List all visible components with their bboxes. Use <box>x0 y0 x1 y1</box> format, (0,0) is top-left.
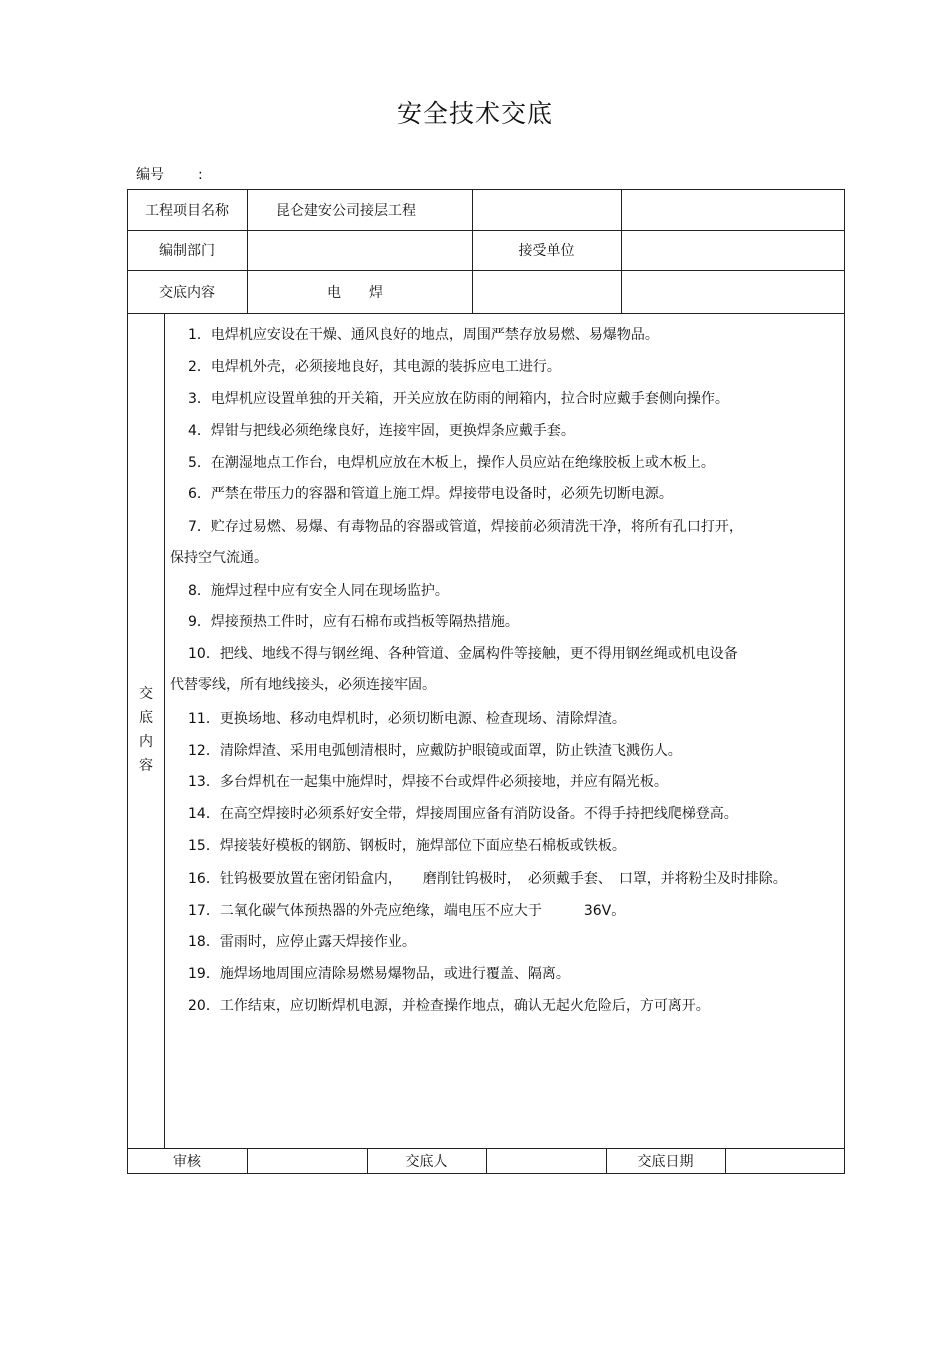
side-label-char: 内 <box>139 734 153 750</box>
list-item: 6．严禁在带压力的容器和管道上施工焊。焊接带电设备时，必须先切断电源。 <box>188 486 673 502</box>
list-item: 17．二氧化碳气体预热器的外壳应绝缘，端电压不应大于 36V。 <box>188 903 626 919</box>
project-name-label: 工程项目名称 <box>145 202 229 219</box>
list-item: 7．贮存过易燃、易爆、有毒物品的容器或管道，焊接前必须清洗干净，将所有孔口打开， 保持空气流通。 <box>170 519 743 566</box>
content-label: 交底内容 <box>159 284 215 301</box>
list-item: 15．焊接装好模板的钢筋、钢板时，施焊部位下面应垫石棉板或铁板。 <box>188 838 626 854</box>
date-label: 交底日期 <box>637 1154 694 1170</box>
footer-divider <box>486 1148 487 1174</box>
side-label <box>128 682 164 778</box>
list-item: 20．工作结束，应切断焊机电源，并检查操作地点，确认无起火危险后，方可离开。 <box>188 998 710 1014</box>
content-value: 电 焊 <box>327 284 383 301</box>
side-label-char: 底 <box>139 710 153 726</box>
list-item: 4．焊钳与把线必须绝缘良好，连接牢固，更换焊条应戴手套。 <box>188 423 575 439</box>
list-item: 14．在高空焊接时必须系好安全带，焊接周围应备有消防设备。不得手持把线爬梯登高。 <box>188 806 738 822</box>
list-item: 13．多台焊机在一起集中施焊时，焊接不台或焊件必须接地，并应有隔光板。 <box>188 774 668 790</box>
side-label-char: 容 <box>139 758 153 774</box>
doc-number-label: 编号 <box>136 167 164 183</box>
footer-divider <box>247 1148 248 1174</box>
document-title: 安全技术交底 <box>396 99 553 128</box>
list-item: 18．雷雨时，应停止露天焊接作业。 <box>188 934 416 950</box>
doc-number-colon: : <box>198 167 203 183</box>
list-item: 10．把线、地线不得与钢丝绳、各种管道、金属构件等接触，更不得用钢丝绳或机电设备 代替零线，所有地线接头，必须连接牢固。 <box>170 646 738 693</box>
project-name-value: 昆仑建安公司接层工程 <box>276 202 416 219</box>
list-item: 5．在潮湿地点工作台，电焊机应放在木板上，操作人员应站在绝缘胶板上或木板上。 <box>188 455 715 471</box>
dept-label: 编制部门 <box>159 243 215 259</box>
review-label: 审核 <box>173 1154 201 1170</box>
list-item: 16．钍钨极要放置在密闭铅盒内， 磨削钍钨极时， 必须戴手套、 口罩，并将粉尘及时排除。 <box>188 871 787 887</box>
list-item: 12．清除焊渣、采用电弧刨清根时，应戴防护眼镜或面罩，防止铁渣飞溅伤人。 <box>188 743 682 759</box>
list-item: 8．施焊过程中应有安全人同在现场监护。 <box>188 583 449 599</box>
footer-divider <box>725 1148 726 1174</box>
doc-number-row <box>136 164 203 184</box>
list-item: 3．电焊机应设置单独的开关箱，开关应放在防雨的闸箱内，拉合时应戴手套侧向操作。 <box>188 391 729 407</box>
side-label-char: 交 <box>139 686 153 702</box>
list-item: 1．电焊机应安设在干燥、通风良好的地点，周围严禁存放易燃、易爆物品。 <box>188 327 659 343</box>
list-item: 11．更换场地、移动电焊机时，必须切断电源、检查现场、清除焊渣。 <box>188 711 626 727</box>
list-item: 2．电焊机外壳，必须接地良好，其电源的装拆应电工进行。 <box>188 359 561 375</box>
list-item: 9．焊接预热工件时，应有石棉布或挡板等隔热措施。 <box>188 614 519 630</box>
col-divider <box>621 189 622 313</box>
receiver-label: 接受单位 <box>518 243 575 259</box>
discloser-label: 交底人 <box>405 1154 448 1170</box>
row-divider <box>127 313 845 314</box>
list-item: 19．施焊场地周围应清除易燃易爆物品，或进行覆盖、隔离。 <box>188 966 570 982</box>
side-col-divider <box>164 313 165 1148</box>
